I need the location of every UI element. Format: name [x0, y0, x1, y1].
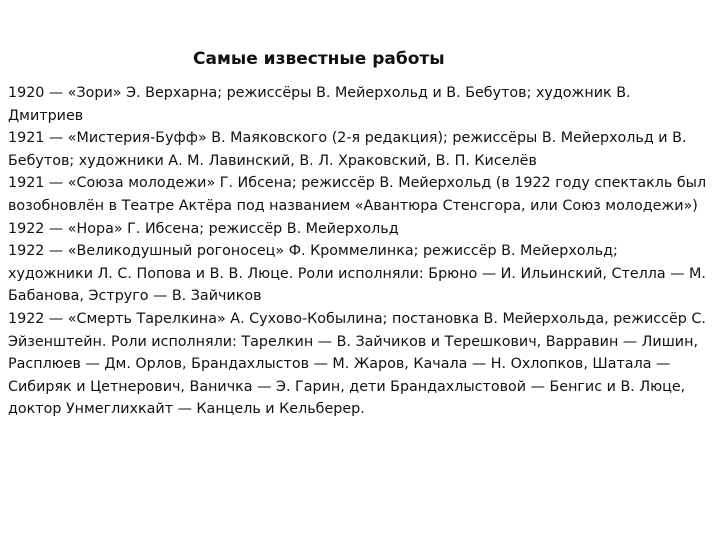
- text-line: Бабанова, Эструго — В. Зайчиков: [8, 288, 262, 305]
- text-line: 1922 — «Великодушный рогоносец» Ф. Кроммелинка; режиссёр В. Мейерхольд;: [8, 243, 618, 260]
- text-line: 1921 — «Союза молодежи» Г. Ибсена; режиссёр В. Мейерхольд (в 1922 году спектакль был: [8, 175, 707, 192]
- text-line: Сибиряк и Цетнерович, Ваничка — Э. Гарин, дети Брандахлыстовой — Бенгис и В. Люце,: [8, 378, 686, 395]
- text-line: возобновлён в Театре Актёра под названием «Авантюра Стенсгора, или Союз молодежи»): [8, 197, 698, 214]
- text-line: Расплюев — Дм. Орлов, Брандахлыстов — М. Жаров, Качала — Н. Охлопков, Шатала —: [8, 356, 671, 373]
- page-title: Самые известные работы: [193, 49, 445, 69]
- text-line: 1921 — «Мистерия-Буфф» В. Маяковского (2-я редакция); режиссёры В. Мейерхольд и В.: [8, 130, 687, 147]
- works-list: [8, 82, 716, 421]
- text-line: Эйзенштейн. Роли исполняли: Тарелкин — В. Зайчиков и Терешкович, Варравин — Лишин,: [8, 333, 698, 350]
- text-line: 1920 — «Зори» Э. Верхарна; режиссёры В. Мейерхольд и В. Бебутов; художник В.: [8, 85, 631, 101]
- text-line: 1922 — «Смерть Тарелкина» А. Сухово-Кобылина; постановка В. Мейерхольда, режиссёр С.: [8, 310, 706, 327]
- text-line: художники Л. С. Попова и В. В. Люце. Роли исполняли: Брюно — И. Ильинский, Стелла — М.: [8, 265, 706, 282]
- text-line: доктор Унмеглихкайт — Канцель и Кельберер.: [8, 401, 365, 418]
- text-line: Бебутов; художники А. М. Лавинский, В. Л. Храковский, В. П. Киселёв: [8, 152, 537, 169]
- text-line: Дмитриев: [8, 107, 84, 124]
- text-line: 1922 — «Нора» Г. Ибсена; режиссёр В. Мейерхольд: [8, 220, 399, 237]
